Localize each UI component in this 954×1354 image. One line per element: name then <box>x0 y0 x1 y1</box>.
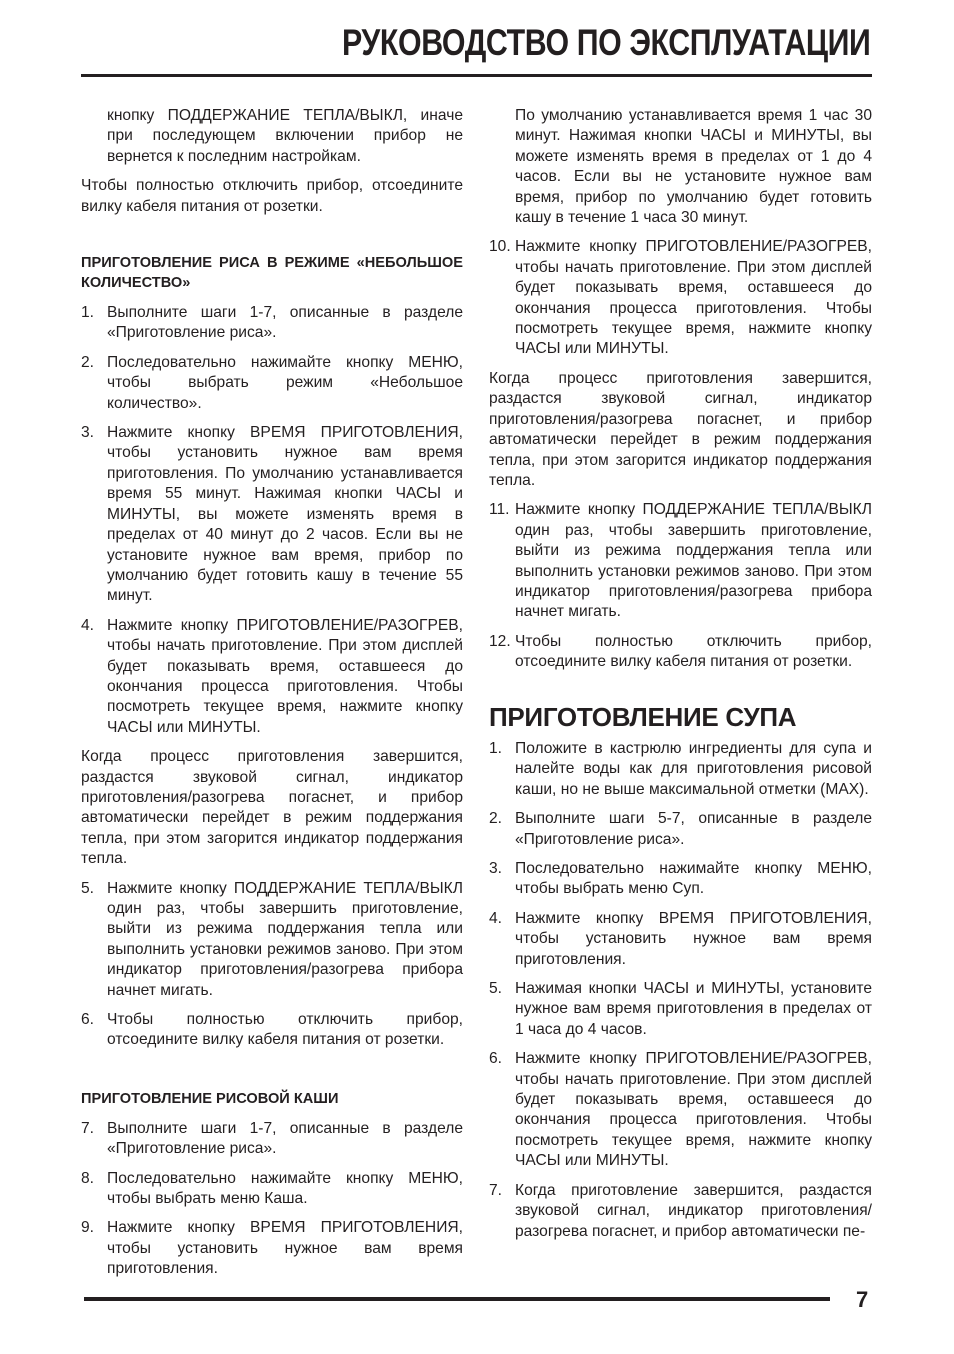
continued-text: По умолчанию устанавливается время 1 час 30 минут. Нажимая кнопки ЧАСЫ и МИНУТЫ, вы можете изменять время в пределах от 1 до 4 часов. Если вы не установите нужное вам время, прибор по умолчанию будет готовить кашу в течение 1 часа 30 минут. <box>515 107 872 227</box>
list-item <box>81 1169 463 1210</box>
step-text: Нажмите кнопку ПРИГОТОВЛЕНИЕ/РАЗОГРЕВ, чтобы начать приготовление. При этом дисплей будет показывать время, оставшееся до окончания процесса приготовления. Чтобы посмотреть текущее время, нажмите кнопку ЧАСЫ или МИНУТЫ. <box>107 616 463 736</box>
step-number: 4. <box>81 616 95 634</box>
list-item <box>489 237 872 359</box>
paragraph: Когда процесс приготовления завершится, раздастся звуковой сигнал, индикатор приготовления/разогрева погаснет, и прибор автоматически перейдет в режим поддержания тепла, при этом загорится индикатор поддержания тепла. <box>489 369 872 489</box>
step-text: Последовательно нажимайте кнопку МЕНЮ, чтобы выбрать режим «Небольшое количество». <box>107 353 463 412</box>
list-item <box>489 739 872 800</box>
list-item <box>81 423 463 607</box>
step-number: 5. <box>81 879 95 897</box>
steps-list <box>81 1119 463 1280</box>
step-text: Положите в кастрюлю ингредиенты для супа и налейте воды как для приготовления рисовой каши, но не выше максимальной отметки (MAX). <box>515 739 872 798</box>
step-number: 3. <box>489 860 503 877</box>
step-text: Выполните шаги 1-7, описанные в разделе «Приготовление риса». <box>107 304 463 342</box>
section-title-soup: ПРИГОТОВЛЕНИЕ СУПА <box>489 701 797 732</box>
steps-list <box>489 237 872 359</box>
step-text: Последовательно нажимайте кнопку МЕНЮ, чтобы выбрать меню Каша. <box>107 1169 463 1208</box>
step-text: Нажмите кнопку ВРЕМЯ ПРИГОТОВЛЕНИЯ, чтобы установить нужное вам время приготовления. <box>515 909 872 968</box>
step-text: Нажмите кнопку ПРИГОТОВЛЕНИЕ/РАЗОГРЕВ, чтобы начать приготовление. При этом дисплей будет показывать время, оставшееся до окончания процесса приготовления. Чтобы посмотреть текущее время, нажмите кнопку ЧАСЫ или МИНУТЫ. <box>515 1050 872 1170</box>
header-divider <box>81 74 872 77</box>
step-text: Нажмите кнопку ВРЕМЯ ПРИГОТОВЛЕНИЯ, чтобы установить нужное вам время приготовления. По умолчанию устанавливается время 55 минут. Нажимая кнопки ЧАСЫ и МИНУТЫ, вы можете изменять время в пределах от 40 минут до 2 часов. Если вы не установите нужное вам время, прибор по умолчанию будет готовить кашу в течение 55 минут. <box>107 424 463 605</box>
continued-text: кнопку ПОДДЕРЖАНИЕ ТЕПЛА/ВЫКЛ, иначе при последующем включении прибор не вернется к последним настройкам. <box>107 107 463 165</box>
step-text: Нажимая кнопки ЧАСЫ и МИНУТЫ, установите нужное вам время приготовления в пределах от 1 часа до 4 часов. <box>515 980 872 1038</box>
step-number: 10. <box>489 238 511 256</box>
step-number: 6. <box>489 1050 503 1068</box>
subheading-small-quantity: ПРИГОТОВЛЕНИЕ РИСА В РЕЖИМЕ «НЕБОЛЬШОЕ КОЛИЧЕСТВО» <box>81 255 463 292</box>
steps-list <box>81 879 463 1051</box>
steps-list <box>489 500 872 672</box>
subheading-rice-porridge: ПРИГОТОВЛЕНИЕ РИСОВОЙ КАШИ <box>81 1090 339 1107</box>
step-text: Чтобы полностью отключить прибор, отсоедините вилку кабеля питания от розетки. <box>107 1011 463 1049</box>
left-column <box>81 106 463 1289</box>
step-number: 11. <box>489 501 510 519</box>
list-item <box>81 1218 463 1279</box>
step-text: Нажмите кнопку ПОДДЕРЖАНИЕ ТЕПЛА/ВЫКЛ один раз, чтобы завершить приготовление, выйти из режима поддержания тепла или выполнить установки режимов заново. При этом индикатор приготовления/разогрева прибора начнет мигать. <box>515 501 872 621</box>
page-number: 7 <box>856 1287 869 1312</box>
list-item <box>81 1010 463 1051</box>
list-item <box>489 1181 872 1242</box>
step-number: 4. <box>489 909 503 927</box>
list-item <box>81 1119 463 1160</box>
footer-divider <box>84 1297 830 1301</box>
list-item <box>489 1049 872 1171</box>
step-text: Последовательно нажимайте кнопку МЕНЮ, чтобы выбрать меню Суп. <box>515 860 872 898</box>
step-number: 12. <box>489 632 511 650</box>
list-item <box>81 303 463 344</box>
step-number: 2. <box>489 810 503 828</box>
step-number: 8. <box>81 1169 95 1187</box>
step-number: 1. <box>489 739 503 757</box>
step-text: Нажмите кнопку ПРИГОТОВЛЕНИЕ/РАЗОГРЕВ, чтобы начать приготовление. При этом дисплей будет показывать время, оставшееся до окончания процесса приготовления. Чтобы посмотреть текущее время, нажмите кнопку ЧАСЫ или МИНУТЫ. <box>515 238 872 358</box>
list-item <box>489 809 872 850</box>
list-item <box>489 632 872 673</box>
step-number: 2. <box>81 353 95 371</box>
list-item <box>489 979 872 1040</box>
paragraph: Чтобы полностью отключить прибор, отсоедините вилку кабеля питания от розетки. <box>81 177 463 215</box>
list-item <box>81 879 463 1001</box>
list-item <box>81 353 463 414</box>
step-text: Нажмите кнопку ПОДДЕРЖАНИЕ ТЕПЛА/ВЫКЛ один раз, чтобы завершить приготовление, выйти из режима поддержания тепла или выполнить установки режимов заново. При этом индикатор приготовления/разогрева прибора начнет мигать. <box>107 879 463 999</box>
steps-list <box>81 303 463 738</box>
list-item <box>489 859 872 900</box>
steps-list <box>489 739 872 1242</box>
list-item <box>489 909 872 970</box>
step-number: 9. <box>81 1219 95 1237</box>
step-number: 1. <box>81 304 95 322</box>
step-text: Выполните шаги 1-7, описанные в разделе «Приготовление риса». <box>107 1119 463 1158</box>
list-item <box>81 616 463 738</box>
step-text: Нажмите кнопку ВРЕМЯ ПРИГОТОВЛЕНИЯ, чтобы установить нужное вам время приготовления. <box>107 1219 463 1278</box>
paragraph: Когда процесс приготовления завершится, раздастся звуковой сигнал, индикатор приготовления/разогрева погаснет, и прибор автоматически перейдет в режим поддержания тепла, при этом загорится индикатор поддержания тепла. <box>81 748 463 868</box>
step-text: Выполните шаги 5-7, описанные в разделе «Приготовление риса». <box>515 810 872 848</box>
step-number: 7. <box>489 1181 503 1199</box>
step-number: 7. <box>81 1119 95 1137</box>
step-text: Чтобы полностью отключить прибор, отсоедините вилку кабеля питания от розетки. <box>515 632 872 671</box>
page-title: РУКОВОДСТВО ПО ЭКСПЛУАТАЦИИ <box>341 22 870 63</box>
list-item <box>489 500 872 622</box>
step-number: 3. <box>81 424 95 442</box>
step-text: Когда приготовление завершится, раздастся звуковой сигнал, индикатор приготовления/разогрева погаснет, и прибор автоматически пе- <box>515 1181 872 1240</box>
step-number: 6. <box>81 1011 95 1029</box>
right-column <box>489 106 872 1251</box>
step-number: 5. <box>489 980 503 998</box>
